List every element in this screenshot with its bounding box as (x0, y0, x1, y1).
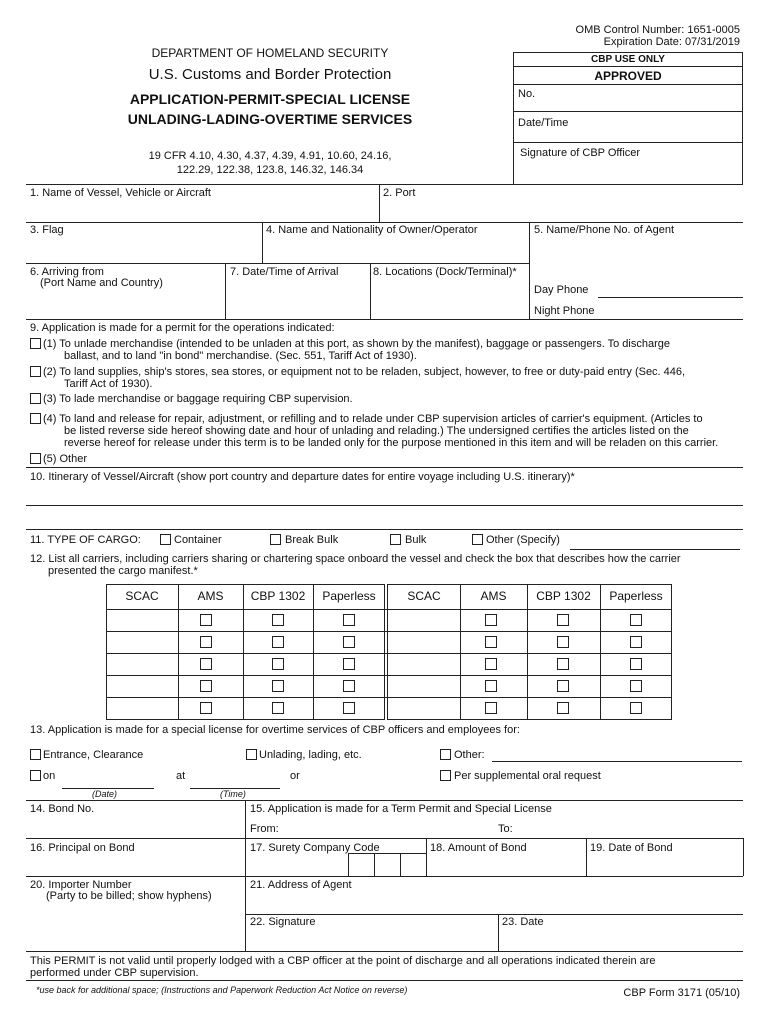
op-5-checkbox[interactable] (30, 453, 41, 464)
row2-cbp1302-2-checkbox[interactable] (557, 636, 569, 648)
cbp-officer-signature-label: Signature of CBP Officer (520, 147, 641, 159)
section-12-line2: presented the cargo manifest.* (48, 565, 198, 577)
ot-unlading-label: Unlading, lading, etc. (259, 749, 362, 761)
field-14-label: 14. Bond No. (30, 803, 95, 815)
back-space-note: *use back for additional space; (Instructions and Paperwork Reduction Act Notice on reverse) (36, 985, 408, 995)
field-23-label: 23. Date (502, 916, 544, 928)
cargo-other-checkbox[interactable] (472, 534, 483, 545)
field-1-label: 1. Name of Vessel, Vehicle or Aircraft (30, 187, 211, 199)
field-7-label: 7. Date/Time of Arrival (230, 266, 339, 278)
carrier-manifest-table (106, 584, 672, 720)
omb-control-number: OMB Control Number: 1651-0005 (575, 24, 740, 36)
cargo-bulk-label: Bulk (405, 534, 427, 546)
op-1-text-line1: (1) To unlade merchandise (intended to be unladen at this port, as shown by the manifest), baggage or passengers. To discharge (43, 338, 670, 350)
op-4-checkbox[interactable] (30, 413, 41, 424)
form-title-line2: UNLADING-LADING-OVERTIME SERVICES (127, 111, 413, 127)
col-header-paperless-2: Paperless (609, 589, 663, 603)
field-20-sublabel: (Party to be billed; show hyphens) (46, 890, 212, 902)
cfr-reference-line1: 19 CFR 4.10, 4.30, 4.37, 4.39, 4.91, 10.60, 24.16, (148, 150, 392, 162)
col-header-cbp1302-1: CBP 1302 (250, 589, 306, 603)
op-4-text-line3: reverse hereof for release under this term is to be landed only for the purpose mentioned in this item and will be reladen on this carrier. (64, 437, 719, 449)
row3-ams-1-checkbox[interactable] (200, 658, 212, 670)
day-phone-label: Day Phone (534, 284, 589, 296)
field-17-label: 17. Surety Company Code (250, 842, 380, 854)
date-caption: (Date) (92, 789, 118, 799)
row1-paperless-2-checkbox[interactable] (630, 614, 642, 626)
row1-paperless-1-checkbox[interactable] (343, 614, 355, 626)
agency-name: U.S. Customs and Border Protection (148, 66, 392, 83)
section-13-label: 13. Application is made for a special license for overtime services of CBP officers and employees for: (30, 724, 520, 736)
time-caption: (Time) (220, 789, 246, 799)
op-4-text-line2: be listed reverse side hereof showing date and hour of unlading and relading.) The undersigned certifies the articles listed on the (64, 425, 689, 437)
permit-notice-line1: This PERMIT is not valid until properly lodged with a CBP officer at the point of discharge and all operations indicated therein are (30, 955, 656, 967)
ot-supplemental-label: Per supplemental oral request (454, 770, 601, 782)
cbp-use-only-title: CBP USE ONLY (591, 54, 665, 65)
night-phone-label: Night Phone (534, 305, 595, 317)
ot-unlading-checkbox[interactable] (246, 749, 257, 760)
row4-cbp1302-2-checkbox[interactable] (557, 680, 569, 692)
field-18-label: 18. Amount of Bond (430, 842, 527, 854)
col-header-ams-1: AMS (197, 589, 224, 603)
ot-or-label: or (290, 770, 300, 782)
ot-other-checkbox[interactable] (440, 749, 451, 760)
cargo-container-checkbox[interactable] (160, 534, 171, 545)
field-19-label: 19. Date of Bond (590, 842, 673, 854)
permit-notice-line2: performed under CBP supervision. (30, 967, 199, 979)
row4-cbp1302-1-checkbox[interactable] (272, 680, 284, 692)
row4-paperless-2-checkbox[interactable] (630, 680, 642, 692)
row1-ams-1-checkbox[interactable] (200, 614, 212, 626)
row4-ams-2-checkbox[interactable] (485, 680, 497, 692)
cbp-no-label: No. (518, 88, 536, 100)
row2-ams-2-checkbox[interactable] (485, 636, 497, 648)
ot-supplemental-checkbox[interactable] (440, 770, 451, 781)
field-3-label: 3. Flag (30, 224, 64, 236)
term-to-label: To: (498, 823, 513, 835)
row2-paperless-1-checkbox[interactable] (343, 636, 355, 648)
approved-label: APPROVED (594, 69, 662, 83)
cbp-date-time-label: Date/Time (518, 117, 569, 129)
cargo-bulk-checkbox[interactable] (390, 534, 401, 545)
form-title-line1: APPLICATION-PERMIT-SPECIAL LICENSE (129, 91, 411, 107)
row1-cbp1302-1-checkbox[interactable] (272, 614, 284, 626)
op-4-text-line1: (4) To land and release for repair, adjustment, or refilling and to relade under CBP supervision articles of carrier's equipment. (Articles to (43, 413, 703, 425)
field-4-label: 4. Name and Nationality of Owner/Operator (266, 224, 478, 236)
op-1-text-line2: ballast, and to land "in bond" merchandise. (Sec. 551, Tariff Act of 1930). (64, 350, 417, 362)
row4-paperless-1-checkbox[interactable] (343, 680, 355, 692)
department-name: DEPARTMENT OF HOMELAND SECURITY (151, 46, 389, 60)
row3-paperless-2-checkbox[interactable] (630, 658, 642, 670)
col-header-scac-1: SCAC (125, 589, 159, 603)
cargo-container-label: Container (174, 534, 222, 546)
itinerary-line-2[interactable] (26, 529, 743, 530)
field-8-label: 8. Locations (Dock/Terminal)* (373, 266, 517, 278)
row4-ams-1-checkbox[interactable] (200, 680, 212, 692)
cfr-reference-line2: 122.29, 122.38, 123.8, 146.32, 146.34 (176, 164, 364, 176)
expiration-date: Expiration Date: 07/31/2019 (603, 36, 740, 48)
row2-paperless-2-checkbox[interactable] (630, 636, 642, 648)
field-5-label: 5. Name/Phone No. of Agent (534, 224, 675, 236)
row3-cbp1302-2-checkbox[interactable] (557, 658, 569, 670)
ot-at-label: at (176, 770, 186, 782)
row5-ams-1-checkbox[interactable] (200, 702, 212, 714)
ot-on-label: on (43, 770, 56, 782)
op-5-text: (5) Other (43, 453, 88, 465)
itinerary-line-1[interactable] (26, 505, 743, 506)
row3-ams-2-checkbox[interactable] (485, 658, 497, 670)
field-2-label: 2. Port (383, 187, 416, 199)
col-header-scac-2: SCAC (407, 589, 441, 603)
row5-ams-2-checkbox[interactable] (485, 702, 497, 714)
surety-company-code-boxes[interactable] (349, 854, 426, 876)
op-3-checkbox[interactable] (30, 393, 41, 404)
term-from-label: From: (250, 823, 279, 835)
op-3-text: (3) To lade merchandise or baggage requiring CBP supervision. (43, 393, 353, 405)
col-header-cbp1302-2: CBP 1302 (536, 589, 591, 603)
cargo-break-bulk-checkbox[interactable] (270, 534, 281, 545)
field-21-label: 21. Address of Agent (250, 879, 352, 891)
col-header-paperless-1: Paperless (322, 589, 376, 603)
section-10-label: 10. Itinerary of Vessel/Aircraft (show port country and departure dates for entire voyage including U.S. itinerary)* (30, 471, 575, 483)
form-number: CBP Form 3171 (05/10) (623, 987, 740, 999)
field-22-label: 22. Signature (250, 916, 316, 928)
col-header-ams-2: AMS (480, 589, 507, 603)
row1-cbp1302-2-checkbox[interactable] (557, 614, 569, 626)
row1-ams-2-checkbox[interactable] (485, 614, 497, 626)
row5-cbp1302-2-checkbox[interactable] (557, 702, 569, 714)
cargo-break-bulk-label: Break Bulk (285, 534, 339, 546)
op-2-checkbox[interactable] (30, 366, 41, 377)
op-2-text-line1: (2) To land supplies, ship's stores, sea stores, or equipment not to be reladen, subject, however, to free or duty-paid entry (Sec. 446, (43, 366, 686, 378)
op-1-checkbox[interactable] (30, 338, 41, 349)
ot-entrance-label: Entrance, Clearance (43, 749, 144, 761)
ot-other-label: Other: (454, 749, 485, 761)
section-12-line1: 12. List all carriers, including carriers sharing or chartering space onboard the vessel and check the box that describes how the carrier (30, 553, 681, 565)
field-15-label: 15. Application is made for a Term Permit and Special License (250, 803, 552, 815)
row2-ams-1-checkbox[interactable] (200, 636, 212, 648)
section-11-label: 11. TYPE OF CARGO: (30, 534, 141, 546)
ot-on-checkbox[interactable] (30, 770, 41, 781)
cargo-other-specify-line[interactable] (570, 549, 740, 550)
field-6-label: 6. Arriving from (30, 266, 104, 278)
row3-paperless-1-checkbox[interactable] (343, 658, 355, 670)
op-2-text-line2: Tariff Act of 1930). (64, 378, 153, 390)
row3-cbp1302-1-checkbox[interactable] (272, 658, 284, 670)
row5-paperless-2-checkbox[interactable] (630, 702, 642, 714)
section-9-heading: 9. Application is made for a permit for the operations indicated: (30, 322, 335, 334)
row5-cbp1302-1-checkbox[interactable] (272, 702, 284, 714)
field-20-label: 20. Importer Number (30, 879, 132, 891)
cargo-other-label: Other (Specify) (486, 534, 560, 546)
ot-entrance-checkbox[interactable] (30, 749, 41, 760)
ot-other-specify-line[interactable] (492, 761, 742, 762)
row5-paperless-1-checkbox[interactable] (343, 702, 355, 714)
field-6-sublabel: (Port Name and Country) (40, 277, 163, 289)
field-16-label: 16. Principal on Bond (30, 842, 135, 854)
row2-cbp1302-1-checkbox[interactable] (272, 636, 284, 648)
